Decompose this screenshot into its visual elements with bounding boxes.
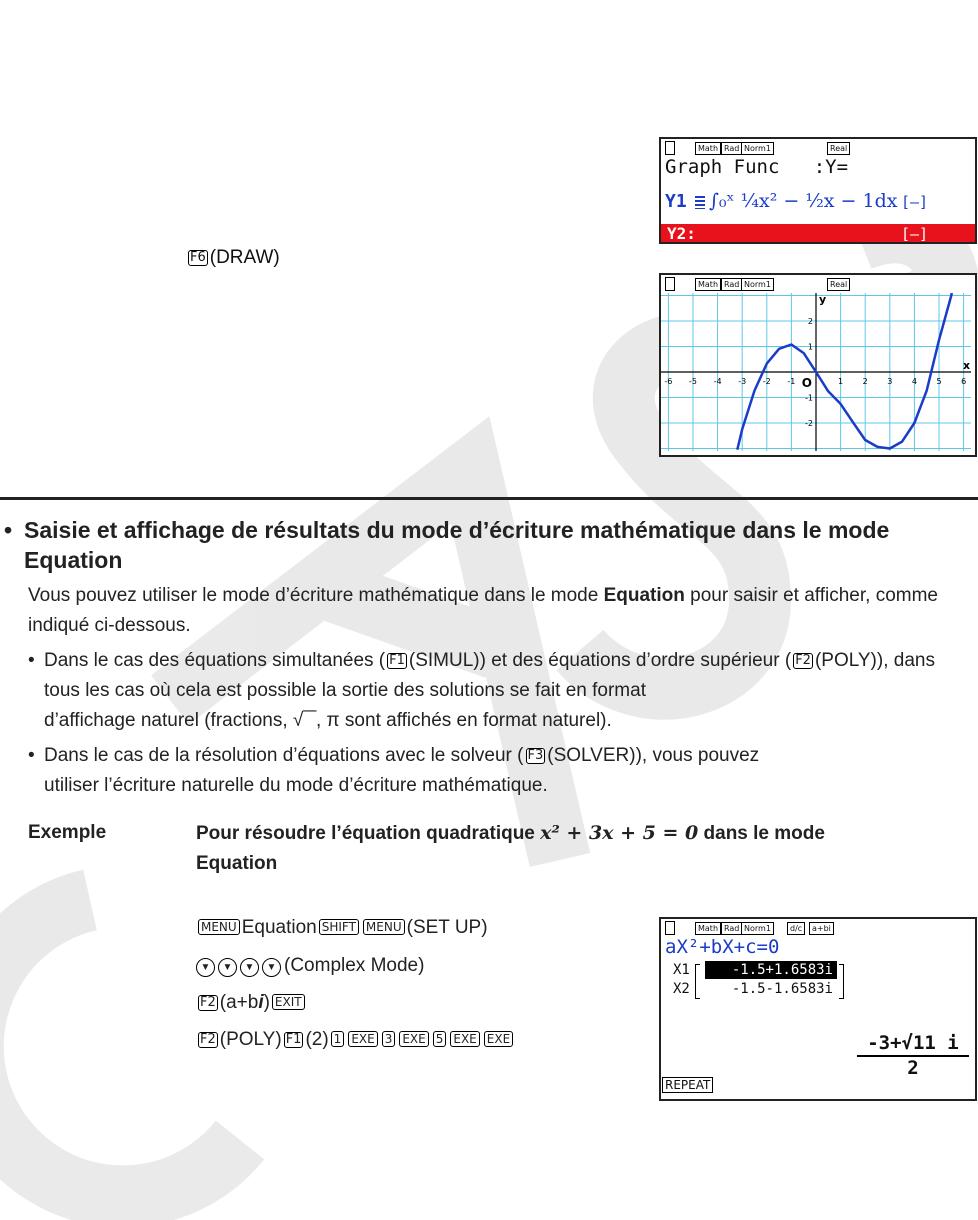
status-real: Real [827, 142, 850, 155]
x-tick-label: -5 [688, 377, 697, 386]
status-dc: d/c [787, 922, 805, 935]
exe-key[interactable]: EXE [399, 1031, 428, 1047]
example-text-c: Equation [196, 853, 278, 874]
status-rad: Rad [721, 142, 742, 155]
x-tick-label: 4 [911, 377, 917, 386]
exe-key[interactable]: EXE [484, 1031, 513, 1047]
bullet: • [28, 745, 35, 766]
intro-bold: Equation [603, 585, 685, 606]
graph-func-title: Graph Func :Y= [665, 156, 849, 178]
step1-equation: Equation [241, 917, 317, 938]
origin-label: O [801, 376, 812, 390]
y2-line-style: [—] [901, 225, 929, 243]
status-math: Math [695, 922, 721, 935]
f2-key[interactable]: F2 [200, 995, 216, 1010]
x-tick-label: -2 [762, 377, 771, 386]
status-abi: a+bi [809, 922, 834, 935]
y2-row[interactable] [661, 224, 975, 242]
x-tick-label: 5 [936, 377, 942, 386]
key-3[interactable]: 3 [382, 1031, 396, 1047]
status-real: Real [827, 278, 850, 291]
key-1[interactable]: 1 [331, 1031, 345, 1047]
calculator-screen-graph-func [659, 137, 977, 244]
f3-key[interactable]: F3 [527, 748, 544, 763]
y-tick-label: -2 [805, 418, 813, 428]
shift-key[interactable]: SHIFT [319, 919, 359, 935]
equals-icon [695, 196, 705, 209]
down-arrow-icon[interactable]: ▼ [218, 958, 237, 977]
x-tick-label: 3 [887, 377, 893, 386]
status-bar [661, 139, 975, 157]
natural-result [857, 1032, 969, 1079]
menu-key-2[interactable]: MENU [363, 919, 405, 935]
y-tick-label: 2 [807, 317, 813, 327]
x-tick-label: -3 [738, 377, 747, 386]
heading-bullet: • [4, 517, 13, 543]
step4-poly: (POLY) [219, 1029, 282, 1050]
step-3 [196, 988, 307, 1018]
draw-label: (DRAW) [209, 247, 280, 268]
repeat-button[interactable]: REPEAT [662, 1077, 713, 1093]
f1-key[interactable]: F1 [389, 653, 405, 668]
x2-label: X2 [673, 981, 690, 997]
battery-icon [665, 921, 675, 935]
x2-value[interactable]: -1.5-1.6583i [731, 981, 833, 997]
menu-key[interactable]: MENU [198, 919, 240, 935]
result-denominator: 2 [907, 1057, 919, 1079]
bullet-simul-poly [28, 646, 968, 736]
example-text-a: Pour résoudre l’équation quadratique [196, 823, 541, 844]
heading-text: Saisie et affichage de résultats du mode d’écriture mathématique dans le mode Equation [24, 517, 890, 573]
section-divider [0, 497, 978, 500]
exit-key[interactable]: EXIT [272, 994, 305, 1010]
down-arrow-icon[interactable]: ▼ [240, 958, 259, 977]
x-tick-label: 2 [862, 377, 868, 386]
status-math: Math [695, 142, 721, 155]
example-label: Exemple [28, 822, 107, 843]
status-norm: Norm1 [741, 142, 774, 155]
step3-i: i [258, 992, 264, 1013]
example-text-b: dans le mode [698, 823, 825, 844]
status-math: Math [695, 278, 721, 291]
step4-2: (2) [305, 1029, 329, 1050]
x1-value[interactable]: -1.5+1.6583i [705, 961, 837, 979]
step3-text: (a+b [219, 992, 259, 1013]
step-4 [196, 1025, 515, 1055]
x-tick-label: -4 [713, 377, 722, 386]
f2-key[interactable]: F2 [200, 1032, 216, 1047]
b1-text-d: d’affichage naturel (fractions, √‾‾, π sont affichés en format naturel). [44, 710, 612, 731]
function-graph [661, 293, 971, 451]
y1-line-style: [—] [901, 193, 929, 211]
status-norm: Norm1 [741, 922, 774, 935]
bullet-solver [28, 741, 968, 801]
intro-paragraph [28, 581, 968, 641]
x1-label: X1 [673, 962, 690, 978]
example-text [196, 818, 956, 879]
b1-text-b: (SIMUL)) et des équations d’ordre supérieur ( [408, 650, 792, 671]
example-equation: x² + 3x + 5 = 0 [540, 822, 699, 844]
status-rad: Rad [721, 278, 742, 291]
b2-text-b: (SOLVER)), vous pouvez [547, 745, 760, 766]
status-norm: Norm1 [741, 278, 774, 291]
status-bar [661, 275, 975, 293]
x-tick-label: 1 [838, 377, 844, 386]
x-axis-label: x [963, 359, 971, 372]
y-tick-label: -1 [805, 393, 813, 403]
exe-key[interactable]: EXE [450, 1031, 479, 1047]
equation-form: aX²+bX+c=0 [665, 936, 780, 958]
x-tick-label: -1 [787, 377, 796, 386]
matrix-bracket-left [695, 964, 700, 999]
down-arrow-icon[interactable]: ▼ [262, 958, 281, 977]
down-arrow-icon[interactable]: ▼ [196, 958, 215, 977]
f6-draw-step [186, 247, 280, 269]
b1-text-a: Dans le cas des équations simultanées ( [44, 650, 386, 671]
y1-label: Y1 [665, 191, 687, 212]
calculator-screen-equation [659, 917, 977, 1101]
key-5[interactable]: 5 [433, 1031, 447, 1047]
x-tick-label: 6 [961, 377, 967, 386]
intro-text-b: pour saisir et afficher, comme indiqué ci-dessous. [28, 585, 938, 636]
result-numerator: -3+√11 i [857, 1032, 969, 1057]
exe-key[interactable]: EXE [348, 1031, 377, 1047]
section-heading [4, 515, 972, 575]
step1-setup: (SET UP) [406, 917, 488, 938]
step-2 [196, 951, 424, 981]
b2-text-c: utiliser l’écriture naturelle du mode d’écriture mathématique. [44, 775, 548, 796]
function-curve [737, 293, 963, 450]
b1-text-c: (POLY)), dans tous les cas où cela est possible la sortie des solutions se fait en format [44, 650, 935, 701]
f1-key[interactable]: F1 [285, 1032, 302, 1047]
f6-key[interactable]: F6 [190, 250, 206, 265]
matrix-bracket-right [839, 964, 844, 999]
status-rad: Rad [721, 922, 742, 935]
f2-key[interactable]: F2 [795, 653, 811, 668]
step3-close: ) [263, 992, 270, 1013]
y2-label: Y2: [667, 224, 696, 243]
x-tick-label: -6 [664, 377, 673, 386]
intro-text-a: Vous pouvez utiliser le mode d’écriture mathématique dans le mode [28, 585, 604, 606]
b2-text-a: Dans le cas de la résolution d’équations avec le solveur ( [44, 745, 524, 766]
battery-icon [665, 141, 675, 155]
y-axis-label: y [819, 293, 827, 306]
step-1 [196, 913, 488, 943]
step2-complex-mode: (Complex Mode) [284, 955, 425, 976]
y1-formula: ∫₀ˣ ¼x² − ½x − 1dx [709, 190, 898, 212]
status-bar [661, 919, 975, 937]
y-tick-label: 1 [807, 342, 813, 352]
calculator-screen-graph [659, 273, 977, 457]
bullet: • [28, 650, 35, 671]
battery-icon [665, 277, 675, 291]
